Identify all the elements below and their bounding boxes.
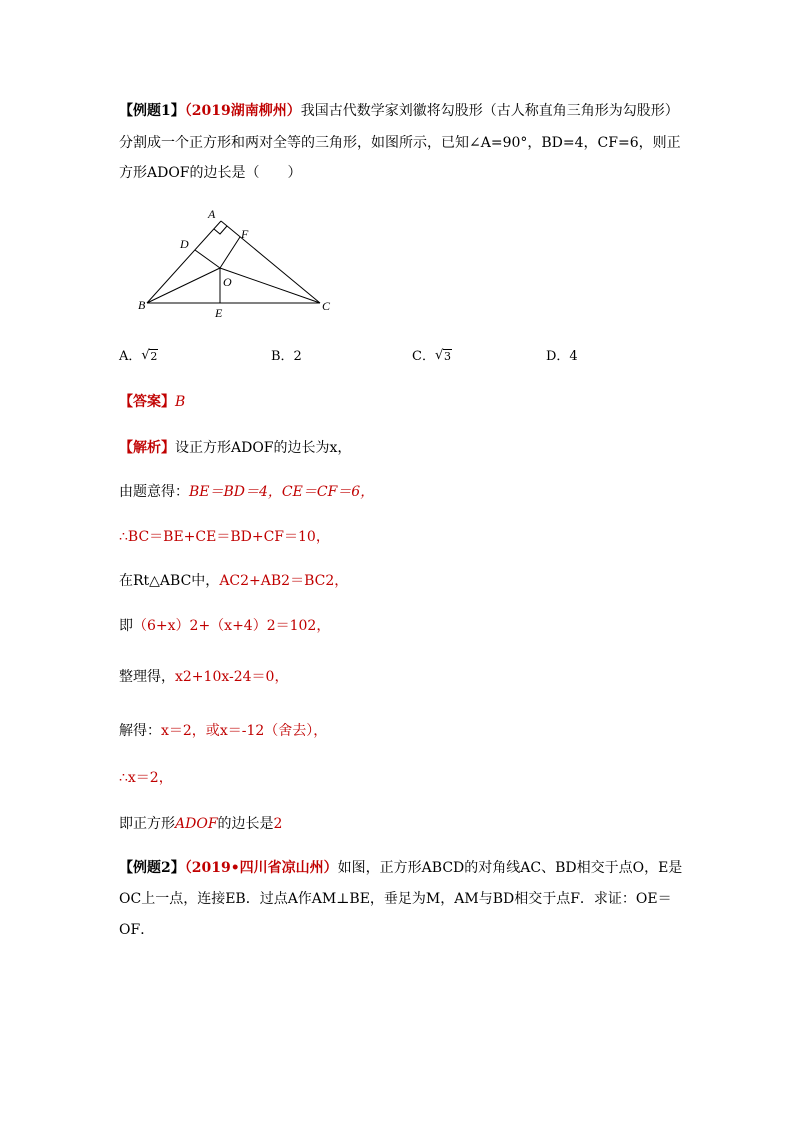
analysis-line1 bbox=[119, 438, 351, 458]
answer-line bbox=[119, 392, 185, 412]
option-b: B．2 bbox=[271, 349, 302, 364]
segment-AC bbox=[221, 221, 320, 303]
option-a-radicand: 2 bbox=[150, 350, 158, 363]
label-B: B bbox=[138, 298, 146, 312]
q2-stem-line2: OC上一点，连接EB．过点A作AM⊥BE，垂足为M，AM与BD相交于点F．求证：OE＝ bbox=[119, 891, 672, 907]
q2-line1 bbox=[119, 858, 682, 878]
q2-label: 【例题2】 bbox=[119, 860, 185, 876]
analysis-line4 bbox=[119, 571, 348, 591]
label-O: O bbox=[223, 275, 232, 289]
option-c-prefix: C． bbox=[412, 349, 435, 364]
analysis-l5-prefix: 即 bbox=[119, 618, 133, 634]
option-c-radicand: 3 bbox=[443, 350, 451, 363]
analysis-l6-prefix: 整理得， bbox=[119, 669, 175, 685]
q1-source: （2019湖南柳州） bbox=[184, 103, 301, 119]
answer-value: B bbox=[175, 394, 186, 410]
analysis-line7 bbox=[119, 721, 327, 741]
analysis-l7a: x＝2，或 bbox=[161, 723, 220, 739]
analysis-line2 bbox=[119, 482, 374, 502]
analysis-line5 bbox=[119, 616, 330, 636]
analysis-l6: x2+10x-24＝0， bbox=[175, 669, 289, 685]
q1-label: 【例题1】 bbox=[119, 103, 185, 119]
analysis-line9 bbox=[119, 814, 282, 834]
analysis-l9-mid: ADOF bbox=[175, 816, 218, 832]
analysis-l9-value: 2 bbox=[273, 816, 283, 832]
analysis-l9-suffix: 的边长是 bbox=[217, 816, 274, 832]
analysis-l2-prefix: 由题意得： bbox=[119, 484, 189, 500]
label-D: D bbox=[180, 237, 189, 251]
analysis-label: 【解析】 bbox=[119, 440, 175, 456]
analysis-l8: ∴x＝2， bbox=[119, 770, 173, 786]
q1-line1 bbox=[119, 101, 679, 121]
q2-stem-line3: OF． bbox=[119, 922, 155, 938]
q2-stem-line1: 如图，正方形ABCD的对角线AC、BD相交于点O，E是 bbox=[337, 860, 683, 876]
segment-OB bbox=[147, 268, 220, 303]
option-a bbox=[119, 347, 158, 367]
q1-stem-line2: 分割成一个正方形和两对全等的三角形，如图所示，已知∠A=90°，BD=4，CF=6，则正 bbox=[119, 135, 681, 151]
option-d: D．4 bbox=[546, 349, 578, 364]
analysis-l4-prefix: 在Rt△ABC中， bbox=[119, 573, 220, 589]
analysis-l7-prefix: 解得： bbox=[119, 723, 161, 739]
analysis-l2: BE＝BD＝4，CE＝CF＝6， bbox=[189, 484, 375, 500]
analysis-l5: （6+x）2+（x+4）2＝102， bbox=[133, 618, 331, 634]
segment-AB bbox=[147, 221, 221, 303]
q1-stem-line1: 我国古代数学家刘徽将勾股形（古人称直角三角形为勾股形） bbox=[300, 103, 679, 119]
option-a-prefix: A． bbox=[119, 349, 142, 364]
segment-DO bbox=[195, 250, 220, 268]
q1-figure bbox=[130, 200, 350, 325]
analysis-l7b: x＝-12（舍去）， bbox=[219, 723, 328, 739]
label-E: E bbox=[215, 306, 223, 320]
q1-stem-line3: 方形ADOF的边长是（ ） bbox=[119, 165, 302, 181]
sqrt-3: √ 3 bbox=[434, 348, 451, 363]
answer-label: 【答案】 bbox=[119, 394, 175, 410]
option-c bbox=[412, 347, 452, 367]
analysis-l9-prefix: 即正方形 bbox=[119, 816, 175, 832]
sqrt-2: √ 2 bbox=[141, 348, 158, 363]
label-C: C bbox=[322, 299, 331, 313]
analysis-l4: AC2+AB2＝BC2， bbox=[219, 573, 349, 589]
analysis-l3: ∴BC＝BE+CE＝BD+CF＝10， bbox=[119, 529, 330, 545]
segment-OF bbox=[220, 237, 240, 268]
q2-source: （2019•四川省凉山州） bbox=[184, 860, 338, 876]
segment-OC bbox=[220, 268, 320, 303]
label-F: F bbox=[241, 227, 249, 241]
label-A: A bbox=[208, 207, 216, 221]
analysis-line6 bbox=[119, 667, 288, 687]
analysis-l1: 设正方形ADOF的边长为x， bbox=[175, 440, 352, 456]
